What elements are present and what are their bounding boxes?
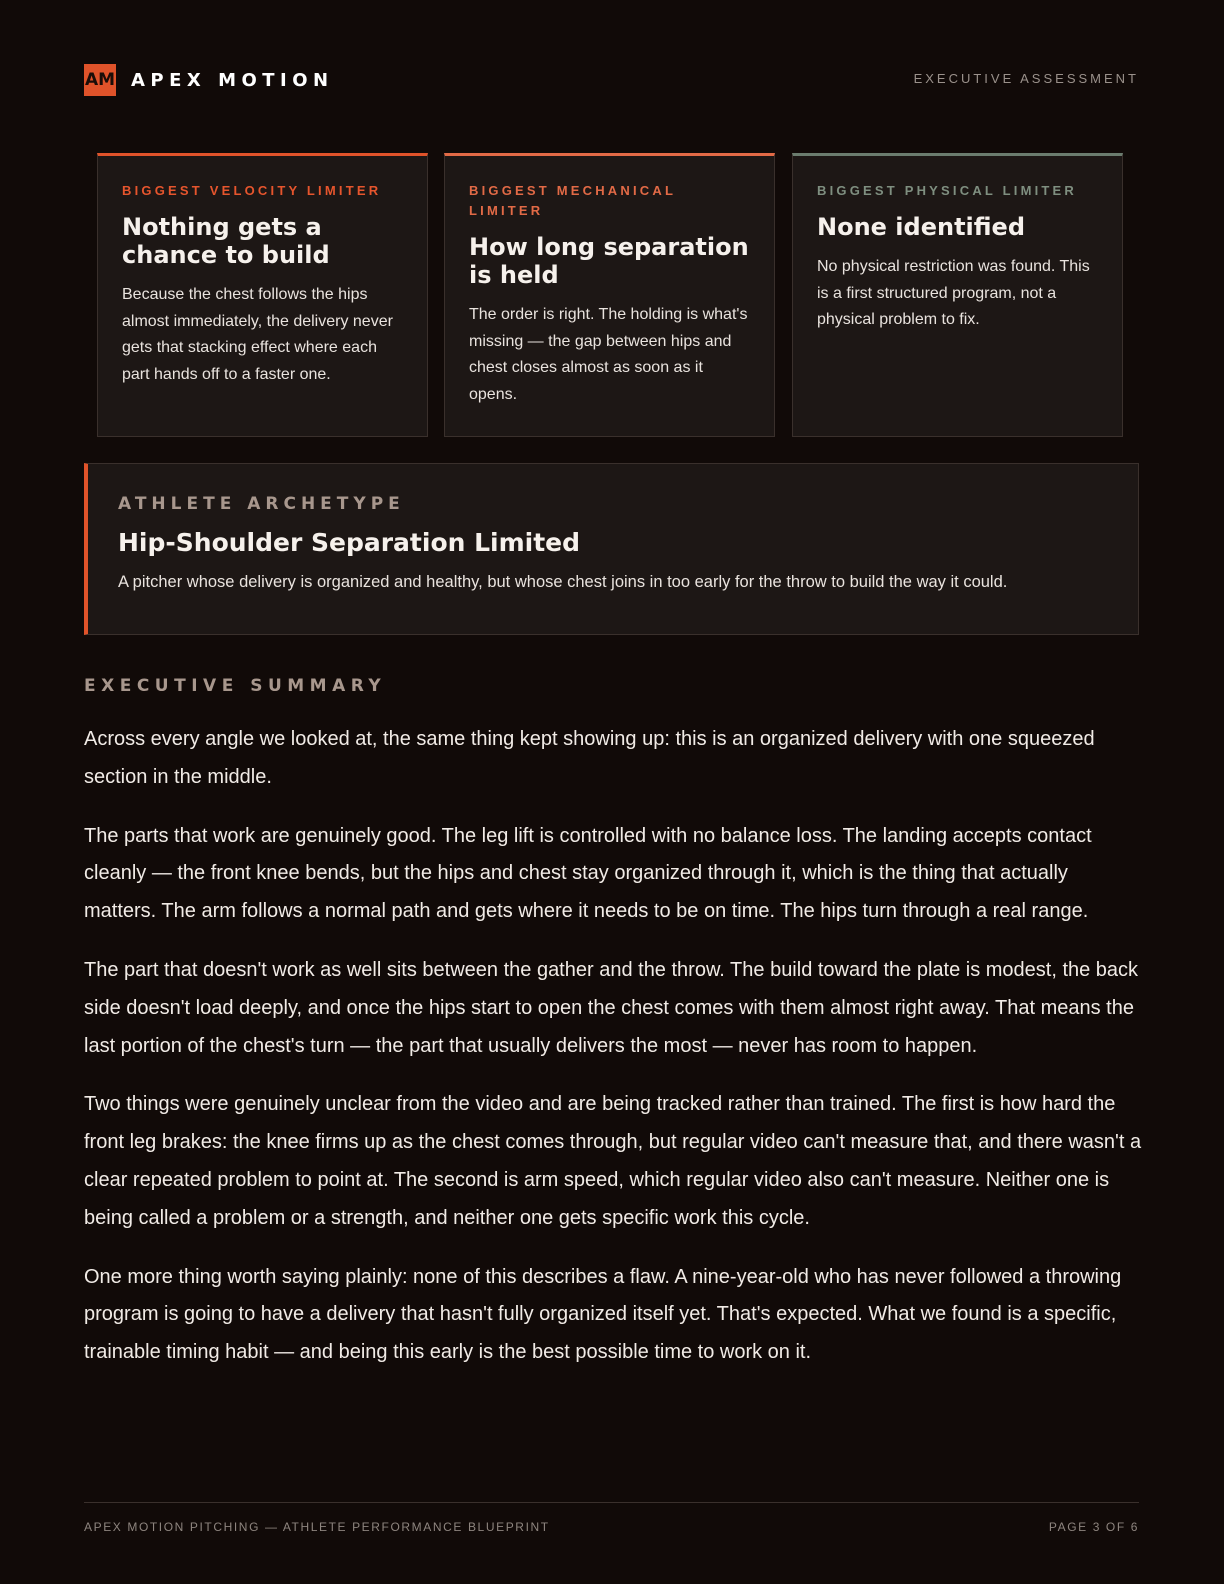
card-title: Nothing gets a chance to build: [122, 213, 330, 269]
document-type: EXECUTIVE ASSESSMENT: [913, 71, 1139, 86]
executive-summary: [84, 721, 1144, 1393]
page-header: [84, 64, 1139, 98]
summary-paragraph: Two things were genuinely unclear from the video and are being tracked rather than trained. The first is how hard the front leg brakes: the knee firms up as the chest comes through, but regular video can't measure that, and there wasn't a clear repeated problem to point at. The second is arm speed, which regular video also can't measure. Neither one is being called a problem or a strength, and neither one gets specific work this cycle.: [84, 1093, 1142, 1229]
athlete-archetype-panel: [84, 463, 1139, 635]
brand-logo: AM: [84, 64, 116, 96]
brand-name: APEX MOTION: [131, 70, 334, 91]
archetype-kicker: ATHLETE ARCHETYPE: [118, 494, 405, 514]
card-title: How long separation is held: [469, 233, 749, 289]
card-body: No physical restriction was found. This is a first structured program, not a physical problem to fix.: [817, 258, 1090, 328]
footer-title: APEX MOTION PITCHING — ATHLETE PERFORMANCE BLUEPRINT: [84, 1520, 550, 1534]
archetype-title: Hip-Shoulder Separation Limited: [118, 528, 581, 557]
card-kicker: BIGGEST VELOCITY LIMITER: [122, 183, 382, 198]
summary-paragraph: The parts that work are genuinely good. The leg lift is controlled with no balance loss. The landing accepts contact cleanly — the front knee bends, but the hips and chest stay organized through it, which is the thing that actually matters. The arm follows a normal path and gets where it needs to be on time. The hips turn through a real range.: [84, 824, 1092, 923]
card-body: Because the chest follows the hips almost immediately, the delivery never gets that stacking effect where each part hands off to a faster one.: [122, 286, 393, 383]
card-kicker: BIGGEST MECHANICAL LIMITER: [469, 183, 676, 218]
card-title: None identified: [817, 213, 1026, 241]
summary-paragraph: The part that doesn't work as well sits between the gather and the throw. The build toward the plate is modest, the back side doesn't load deeply, and once the hips start to open the chest comes with them almost right away. That means the last portion of the chest's turn — the part that usually delivers the most — never has room to happen.: [84, 958, 1139, 1057]
card-body: The order is right. The holding is what's missing — the gap between hips and chest closes almost as soon as it opens.: [469, 306, 748, 403]
footer-divider: [84, 1502, 1139, 1503]
velocity-limiter-card: [97, 153, 428, 437]
summary-paragraph: One more thing worth saying plainly: none of this describes a flaw. A nine-year-old who has never followed a throwing program is going to have a delivery that hasn't fully organized itself yet. That's expected. What we found is a specific, trainable timing habit — and being this early is the best possible time to work on it.: [84, 1265, 1122, 1364]
physical-limiter-card: [792, 153, 1123, 437]
executive-summary-heading: EXECUTIVE SUMMARY: [84, 676, 387, 696]
page-number: PAGE 3 OF 6: [1048, 1520, 1139, 1534]
mechanical-limiter-card: [444, 153, 775, 437]
summary-paragraph: Across every angle we looked at, the same thing kept showing up: this is an organized delivery with one squeezed section in the middle.: [84, 728, 1095, 788]
card-kicker: BIGGEST PHYSICAL LIMITER: [817, 183, 1078, 198]
limiter-cards: [97, 153, 1126, 437]
archetype-description: A pitcher whose delivery is organized and healthy, but whose chest joins in too early for the throw to build the way it could.: [118, 573, 1008, 591]
